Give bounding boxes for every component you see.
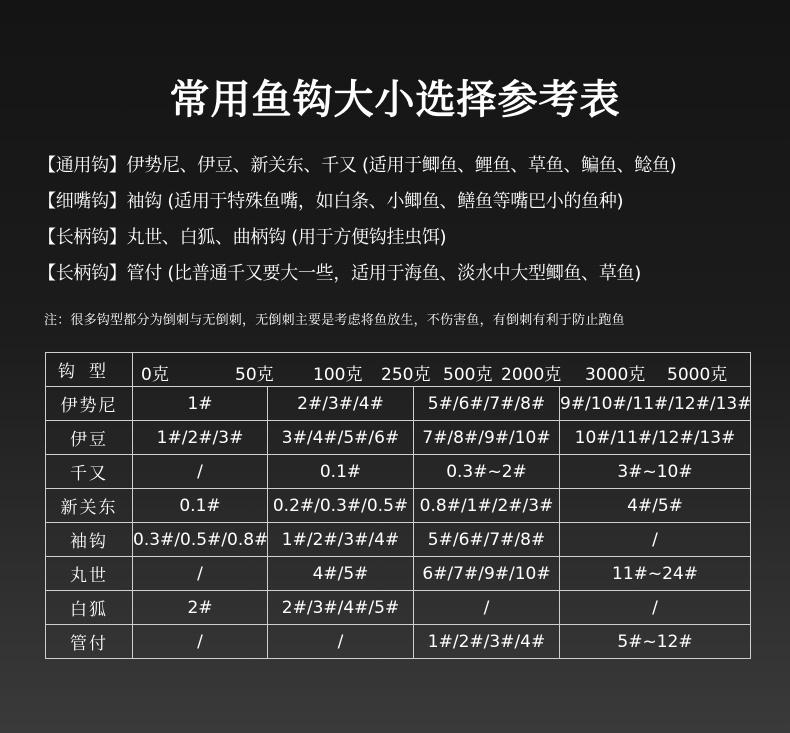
hook-size-cell: 6#/7#/9#/10# — [414, 557, 560, 591]
hook-size-cell: 0.1# — [268, 455, 414, 489]
hook-size-cell: 4#/5# — [268, 557, 414, 591]
hook-size-cell: 11#~24# — [560, 557, 751, 591]
weight-label: 5000克 — [667, 365, 728, 385]
table-row — [46, 557, 751, 591]
weight-label: 0克 — [141, 365, 169, 385]
row-hook-type: 新关东 — [46, 489, 133, 523]
hook-size-cell: 10#/11#/12#/13# — [560, 421, 751, 455]
weight-label: 2000克 — [501, 365, 562, 385]
hook-size-cell: / — [133, 455, 268, 489]
hook-size-cell: 5#/6#/7#/8# — [414, 523, 560, 557]
hook-size-cell: / — [268, 625, 414, 659]
row-hook-type: 伊豆 — [46, 421, 133, 455]
row-hook-type: 千又 — [46, 455, 133, 489]
hook-size-cell: 0.3#/0.5#/0.8# — [133, 523, 268, 557]
row-hook-type: 管付 — [46, 625, 133, 659]
hook-size-cell: / — [560, 591, 751, 625]
hook-size-cell: 0.3#~2# — [414, 455, 560, 489]
hook-size-cell: 0.8#/1#/2#/3# — [414, 489, 560, 523]
hook-size-cell: / — [133, 625, 268, 659]
table-header-row — [46, 353, 751, 387]
note-long-shank-hooks-1: 【长柄钩】丸世、白狐、曲柄钩 (用于方便钩挂虫饵) — [38, 227, 447, 248]
table-row — [46, 455, 751, 489]
weight-label: 250克 — [381, 365, 431, 385]
row-hook-type: 伊势尼 — [46, 387, 133, 421]
weight-label: 500克 — [443, 365, 493, 385]
hook-size-cell: 7#/8#/9#/10# — [414, 421, 560, 455]
table-row — [46, 591, 751, 625]
barb-remark: 注：很多钩型都分为倒刺与无倒刺，无倒刺主要是考虑将鱼放生，不伤害鱼，有倒刺有利于防止跑鱼 — [44, 313, 625, 328]
hook-size-cell: 9#/10#/11#/12#/13# — [560, 387, 751, 421]
note-long-shank-hooks-2: 【长柄钩】管付 (比普通千又要大一些，适用于海鱼、淡水中大型鲫鱼、草鱼) — [38, 263, 641, 284]
hook-category-notes — [38, 148, 778, 292]
table-row — [46, 421, 751, 455]
hook-size-cell: 2#/3#/4# — [268, 387, 414, 421]
row-hook-type: 袖钩 — [46, 523, 133, 557]
table-row — [46, 523, 751, 557]
hook-size-cell: 0.1# — [133, 489, 268, 523]
hook-size-cell: 5#~12# — [560, 625, 751, 659]
hook-size-cell: 3#~10# — [560, 455, 751, 489]
hook-size-table — [45, 352, 751, 659]
note-general-hooks: 【通用钩】伊势尼、伊豆、新关东、千又 (适用于鲫鱼、鲤鱼、草鱼、鳊鱼、鲶鱼) — [38, 155, 677, 176]
table-row — [46, 387, 751, 421]
hook-size-cell: 1# — [133, 387, 268, 421]
header-hook-type: 钩型 — [46, 353, 133, 387]
hook-size-cell: 4#/5# — [560, 489, 751, 523]
hook-size-cell: / — [133, 557, 268, 591]
row-hook-type: 丸世 — [46, 557, 133, 591]
page-title: 常用鱼钩大小选择参考表 — [169, 77, 621, 123]
header-weight-scale — [133, 353, 751, 387]
note-thin-mouth-hooks: 【细嘴钩】袖钩 (适用于特殊鱼嘴，如白条、小鲫鱼、鳝鱼等嘴巴小的鱼种) — [38, 191, 624, 212]
weight-label: 50克 — [235, 365, 274, 385]
hook-size-cell: / — [560, 523, 751, 557]
hook-size-cell: 5#/6#/7#/8# — [414, 387, 560, 421]
hook-size-cell: 0.2#/0.3#/0.5# — [268, 489, 414, 523]
weight-label: 100克 — [313, 365, 363, 385]
table-row — [46, 489, 751, 523]
hook-size-cell: / — [414, 591, 560, 625]
hook-size-cell: 2# — [133, 591, 268, 625]
table-row — [46, 625, 751, 659]
hook-size-cell: 1#/2#/3#/4# — [414, 625, 560, 659]
hook-size-cell: 3#/4#/5#/6# — [268, 421, 414, 455]
weight-label: 3000克 — [585, 365, 646, 385]
row-hook-type: 白狐 — [46, 591, 133, 625]
hook-size-cell: 2#/3#/4#/5# — [268, 591, 414, 625]
hook-size-cell: 1#/2#/3#/4# — [268, 523, 414, 557]
hook-size-cell: 1#/2#/3# — [133, 421, 268, 455]
